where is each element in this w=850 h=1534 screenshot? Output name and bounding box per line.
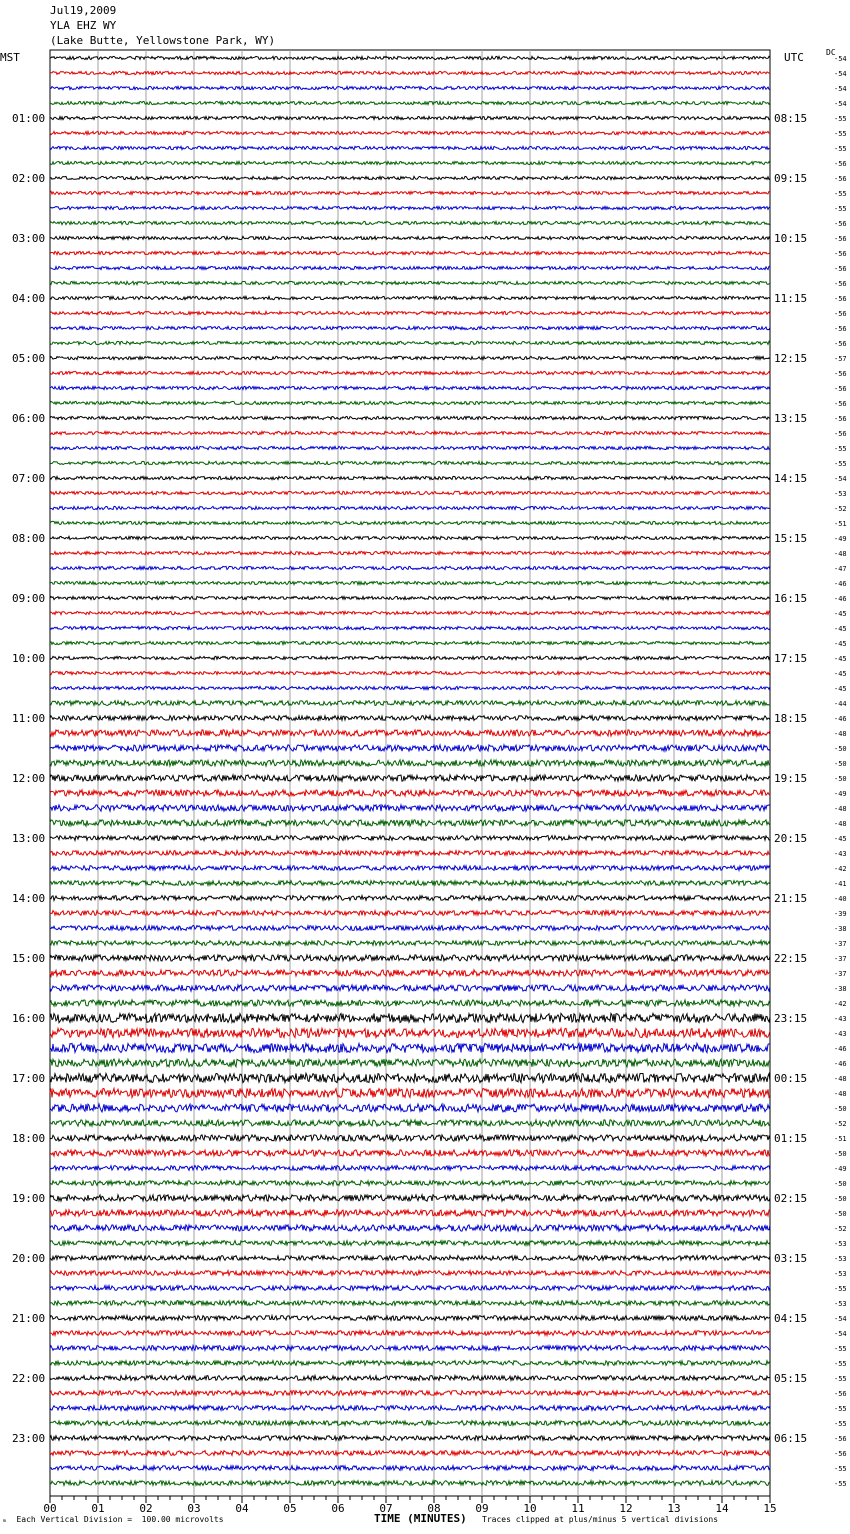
dc-offset-label: -51 <box>834 1135 847 1143</box>
dc-offset-label: -55 <box>834 1405 847 1413</box>
right-hour-label: 02:15 <box>774 1192 808 1205</box>
dc-offset-label: -47 <box>834 565 847 573</box>
trace-line <box>50 760 770 766</box>
dc-label: DC <box>826 48 836 57</box>
trace-line <box>50 896 770 901</box>
left-hour-label: 11:00 <box>12 712 46 725</box>
trace-line <box>50 521 770 524</box>
trace-line <box>50 461 770 464</box>
trace-line <box>50 116 770 119</box>
trace-line <box>50 836 770 841</box>
trace-line <box>50 491 770 494</box>
right-hour-label: 09:15 <box>774 172 808 185</box>
dc-offset-label: -50 <box>834 760 847 768</box>
dc-offset-label: -56 <box>834 250 847 258</box>
left-hour-label: 20:00 <box>12 1252 46 1265</box>
dc-offset-label: -55 <box>834 445 847 453</box>
dc-offset-label: -54 <box>834 475 847 483</box>
trace-line <box>50 536 770 539</box>
right-timezone-label: UTC <box>784 51 804 64</box>
dc-offset-label: -45 <box>834 670 847 678</box>
trace-line <box>50 626 770 629</box>
x-tick-label: 05 <box>283 1502 297 1515</box>
trace-line <box>50 1000 770 1006</box>
right-hour-label: 08:15 <box>774 112 808 125</box>
dc-offset-label: -50 <box>834 775 847 783</box>
dc-offset-label: -51 <box>834 520 847 528</box>
dc-offset-label: -56 <box>834 235 847 243</box>
left-hour-label: 16:00 <box>12 1012 46 1025</box>
dc-offset-label: -55 <box>834 1420 847 1428</box>
dc-offset-label: -54 <box>834 70 847 78</box>
dc-offset-label: -56 <box>834 1450 847 1458</box>
dc-offset-label: -54 <box>834 55 847 63</box>
left-hour-label: 07:00 <box>12 472 46 485</box>
scale-note-text: Each Vertical Division = 100.00 microvolts <box>16 1515 224 1524</box>
dc-offset-label: -55 <box>834 190 847 198</box>
dc-offset-label: -46 <box>834 595 847 603</box>
right-hour-label: 20:15 <box>774 832 808 845</box>
left-hour-label: 03:00 <box>12 232 46 245</box>
trace-line <box>50 656 770 659</box>
right-hour-label: 06:15 <box>774 1432 808 1445</box>
dc-offset-label: -45 <box>834 610 847 618</box>
dc-offset-label: -56 <box>834 370 847 378</box>
x-tick-label: 06 <box>331 1502 345 1515</box>
trace-line <box>50 1210 770 1216</box>
x-tick-label: 01 <box>91 1502 105 1515</box>
trace-line <box>50 1195 770 1201</box>
dc-offset-label: -56 <box>834 430 847 438</box>
right-hour-label: 14:15 <box>774 472 808 485</box>
dc-offset-label: -50 <box>834 745 847 753</box>
trace-line <box>50 386 770 389</box>
trace-line <box>50 1391 770 1396</box>
dc-offset-label: -56 <box>834 325 847 333</box>
trace-line <box>50 416 770 419</box>
trace-line <box>50 251 770 254</box>
x-tick-label: 00 <box>43 1502 57 1515</box>
x-tick-label: 13 <box>667 1502 681 1515</box>
trace-line <box>50 955 770 961</box>
trace-line <box>50 1059 770 1067</box>
trace-line <box>50 86 770 89</box>
right-hour-label: 18:15 <box>774 712 808 725</box>
trace-line <box>50 101 770 104</box>
dc-offset-label: -52 <box>834 505 847 513</box>
dc-offset-label: -52 <box>834 1225 847 1233</box>
dc-offset-label: -48 <box>834 730 847 738</box>
dc-offset-label: -56 <box>834 160 847 168</box>
x-tick-label: 11 <box>571 1502 585 1515</box>
dc-offset-label: -48 <box>834 820 847 828</box>
trace-line <box>50 1406 770 1411</box>
trace-line <box>50 1436 770 1441</box>
left-hour-label: 02:00 <box>12 172 46 185</box>
dc-offset-label: -50 <box>834 1180 847 1188</box>
right-hour-label: 13:15 <box>774 412 808 425</box>
trace-line <box>50 911 770 916</box>
dc-offset-label: -56 <box>834 340 847 348</box>
trace-line <box>50 1421 770 1426</box>
left-hour-label: 18:00 <box>12 1132 46 1145</box>
dc-offset-label: -37 <box>834 955 847 963</box>
header-date: Jul19,2009 <box>50 4 117 17</box>
dc-offset-label: -50 <box>834 1210 847 1218</box>
trace-line <box>50 71 770 74</box>
dc-offset-label: -49 <box>834 790 847 798</box>
trace-line <box>50 1225 770 1231</box>
dc-offset-label: -55 <box>834 145 847 153</box>
right-hour-label: 05:15 <box>774 1372 808 1385</box>
left-hour-label: 17:00 <box>12 1072 46 1085</box>
right-hour-label: 04:15 <box>774 1312 808 1325</box>
trace-line <box>50 1088 770 1097</box>
dc-offset-label: -56 <box>834 1435 847 1443</box>
trace-line <box>50 1316 770 1321</box>
trace-line <box>50 221 770 224</box>
trace-line <box>50 1073 770 1082</box>
dc-offset-label: -43 <box>834 1015 847 1023</box>
trace-line <box>50 326 770 329</box>
dc-offset-label: -54 <box>834 100 847 108</box>
dc-offset-label: -55 <box>834 115 847 123</box>
trace-line <box>50 1361 770 1366</box>
x-axis-title: TIME (MINUTES) <box>374 1512 467 1525</box>
trace-line <box>50 296 770 299</box>
left-hour-label: 05:00 <box>12 352 46 365</box>
trace-line <box>50 356 770 359</box>
dc-offset-label: -55 <box>834 130 847 138</box>
dc-offset-label: -46 <box>834 715 847 723</box>
dc-offset-label: -45 <box>834 640 847 648</box>
right-hour-label: 03:15 <box>774 1252 808 1265</box>
right-hour-label: 17:15 <box>774 652 808 665</box>
trace-line <box>50 1043 770 1052</box>
left-hour-label: 22:00 <box>12 1372 46 1385</box>
dc-offset-label: -56 <box>834 1390 847 1398</box>
dc-offset-label: -54 <box>834 85 847 93</box>
dc-offset-label: -45 <box>834 655 847 663</box>
trace-line <box>50 1466 770 1471</box>
dc-offset-label: -46 <box>834 1060 847 1068</box>
dc-offset-label: -55 <box>834 1465 847 1473</box>
trace-line <box>50 926 770 931</box>
dc-offset-label: -55 <box>834 1480 847 1488</box>
trace-line <box>50 581 770 584</box>
dc-offset-label: -42 <box>834 1000 847 1008</box>
right-hour-label: 15:15 <box>774 532 808 545</box>
left-hour-label: 15:00 <box>12 952 46 965</box>
x-tick-label: 09 <box>475 1502 489 1515</box>
trace-line <box>50 970 770 976</box>
trace-line <box>50 506 770 509</box>
dc-offset-label: -45 <box>834 835 847 843</box>
trace-line <box>50 1241 770 1246</box>
trace-line <box>50 1181 770 1186</box>
trace-line <box>50 866 770 871</box>
dc-offset-label: -43 <box>834 1030 847 1038</box>
dc-offset-label: -56 <box>834 220 847 228</box>
trace-line <box>50 1271 770 1276</box>
trace-line <box>50 1150 770 1156</box>
header-station: YLA EHZ WY <box>50 19 117 32</box>
right-hour-label: 21:15 <box>774 892 808 905</box>
dc-offset-label: -54 <box>834 1315 847 1323</box>
dc-offset-label: -49 <box>834 1165 847 1173</box>
left-hour-label: 21:00 <box>12 1312 46 1325</box>
trace-line <box>50 281 770 284</box>
trace-line <box>50 176 770 179</box>
dc-offset-label: -46 <box>834 1045 847 1053</box>
dc-offset-label: -49 <box>834 535 847 543</box>
x-tick-label: 08 <box>427 1502 441 1515</box>
left-hour-label: 01:00 <box>12 112 46 125</box>
trace-line <box>50 985 770 991</box>
trace-line <box>50 131 770 134</box>
dc-offset-label: -42 <box>834 865 847 873</box>
trace-line <box>50 1028 770 1037</box>
trace-line <box>50 1256 770 1261</box>
dc-offset-label: -48 <box>834 1090 847 1098</box>
dc-offset-label: -50 <box>834 1105 847 1113</box>
trace-line <box>50 1331 770 1336</box>
trace-line <box>50 851 770 856</box>
left-hour-label: 13:00 <box>12 832 46 845</box>
trace-line <box>50 566 770 569</box>
dc-offset-label: -56 <box>834 280 847 288</box>
dc-offset-label: -38 <box>834 985 847 993</box>
clip-note: Traces clipped at plus/minus 5 vertical divisions <box>482 1515 719 1524</box>
trace-line <box>50 431 770 434</box>
trace-line <box>50 1481 770 1486</box>
trace-line <box>50 1301 770 1306</box>
trace-line <box>50 446 770 449</box>
trace-line <box>50 775 770 781</box>
dc-offset-label: -56 <box>834 175 847 183</box>
dc-offset-label: -53 <box>834 1240 847 1248</box>
trace-line <box>50 671 770 674</box>
trace-line <box>50 1104 770 1112</box>
dc-offset-label: -43 <box>834 850 847 858</box>
trace-line <box>50 686 770 689</box>
dc-offset-label: -53 <box>834 1270 847 1278</box>
dc-offset-label: -39 <box>834 910 847 918</box>
right-hour-label: 22:15 <box>774 952 808 965</box>
trace-line <box>50 941 770 946</box>
dc-offset-label: -45 <box>834 685 847 693</box>
trace-line <box>50 371 770 374</box>
left-hour-label: 10:00 <box>12 652 46 665</box>
left-hour-label: 08:00 <box>12 532 46 545</box>
left-hour-label: 14:00 <box>12 892 46 905</box>
dc-offset-label: -56 <box>834 310 847 318</box>
trace-line <box>50 551 770 554</box>
dc-offset-label: -55 <box>834 1375 847 1383</box>
dc-offset-label: -55 <box>834 205 847 213</box>
trace-line <box>50 1286 770 1291</box>
right-hour-label: 01:15 <box>774 1132 808 1145</box>
dc-offset-label: -50 <box>834 1195 847 1203</box>
dc-offset-label: -55 <box>834 1285 847 1293</box>
trace-line <box>50 266 770 269</box>
trace-line <box>50 476 770 479</box>
trace-line <box>50 146 770 149</box>
dc-offset-label: -45 <box>834 625 847 633</box>
right-hour-label: 12:15 <box>774 352 808 365</box>
dc-offset-label: -56 <box>834 385 847 393</box>
x-tick-label: 03 <box>187 1502 201 1515</box>
dc-offset-label: -53 <box>834 1255 847 1263</box>
dc-offset-label: -37 <box>834 970 847 978</box>
left-hour-label: 09:00 <box>12 592 46 605</box>
trace-line <box>50 641 770 644</box>
dc-offset-label: -44 <box>834 700 847 708</box>
x-tick-label: 14 <box>715 1502 729 1515</box>
dc-offset-label: -55 <box>834 460 847 468</box>
trace-line <box>50 790 770 796</box>
trace-line <box>50 745 770 751</box>
dc-offset-label: -40 <box>834 895 847 903</box>
dc-offset-label: -41 <box>834 880 847 888</box>
trace-line <box>50 1013 770 1022</box>
header-location: (Lake Butte, Yellowstone Park, WY) <box>50 34 276 47</box>
right-hour-label: 23:15 <box>774 1012 808 1025</box>
trace-line <box>50 730 770 736</box>
dc-offset-label: -53 <box>834 490 847 498</box>
trace-line <box>50 236 770 239</box>
dc-offset-label: -55 <box>834 1360 847 1368</box>
dc-offset-label: -46 <box>834 580 847 588</box>
left-hour-label: 23:00 <box>12 1432 46 1445</box>
trace-line <box>50 596 770 599</box>
trace-line <box>50 401 770 404</box>
left-hour-label: 06:00 <box>12 412 46 425</box>
trace-line <box>50 716 770 721</box>
left-timezone-label: MST <box>0 51 20 64</box>
dc-offset-label: -56 <box>834 400 847 408</box>
left-hour-label: 04:00 <box>12 292 46 305</box>
dc-offset-label: -54 <box>834 1330 847 1338</box>
trace-line <box>50 311 770 314</box>
dc-offset-label: -48 <box>834 1075 847 1083</box>
right-hour-label: 10:15 <box>774 232 808 245</box>
trace-line <box>50 1166 770 1171</box>
dc-offset-label: -48 <box>834 550 847 558</box>
trace-line <box>50 161 770 164</box>
trace-line <box>50 206 770 209</box>
x-tick-label: 15 <box>763 1502 777 1515</box>
dc-offset-label: -56 <box>834 295 847 303</box>
trace-line <box>50 820 770 826</box>
trace-line <box>50 701 770 706</box>
x-tick-label: 10 <box>523 1502 537 1515</box>
trace-line <box>50 341 770 344</box>
trace-line <box>50 1120 770 1126</box>
trace-line <box>50 1376 770 1381</box>
right-hour-label: 00:15 <box>774 1072 808 1085</box>
dc-offset-label: -55 <box>834 1345 847 1353</box>
dc-offset-label: -50 <box>834 1150 847 1158</box>
trace-line <box>50 881 770 886</box>
left-hour-label: 19:00 <box>12 1192 46 1205</box>
dc-offset-label: -57 <box>834 355 847 363</box>
x-tick-label: 02 <box>139 1502 153 1515</box>
trace-line <box>50 56 770 59</box>
trace-line <box>50 191 770 194</box>
trace-line <box>50 1135 770 1141</box>
dc-offset-label: -48 <box>834 805 847 813</box>
trace-line <box>50 1346 770 1351</box>
left-hour-label: 12:00 <box>12 772 46 785</box>
dc-offset-label: -56 <box>834 265 847 273</box>
dc-offset-label: -37 <box>834 940 847 948</box>
dc-offset-label: -52 <box>834 1120 847 1128</box>
x-tick-label: 07 <box>379 1502 393 1515</box>
trace-line <box>50 1451 770 1456</box>
right-hour-label: 19:15 <box>774 772 808 785</box>
dc-offset-label: -38 <box>834 925 847 933</box>
trace-line <box>50 805 770 811</box>
right-hour-label: 11:15 <box>774 292 808 305</box>
dc-offset-label: -53 <box>834 1300 847 1308</box>
x-tick-label: 04 <box>235 1502 249 1515</box>
scale-note: ₘ Each Vertical Division = 100.00 microvolts <box>2 1515 224 1524</box>
dc-offset-label: -56 <box>834 415 847 423</box>
trace-line <box>50 611 770 614</box>
right-hour-label: 16:15 <box>774 592 808 605</box>
x-tick-label: 12 <box>619 1502 633 1515</box>
